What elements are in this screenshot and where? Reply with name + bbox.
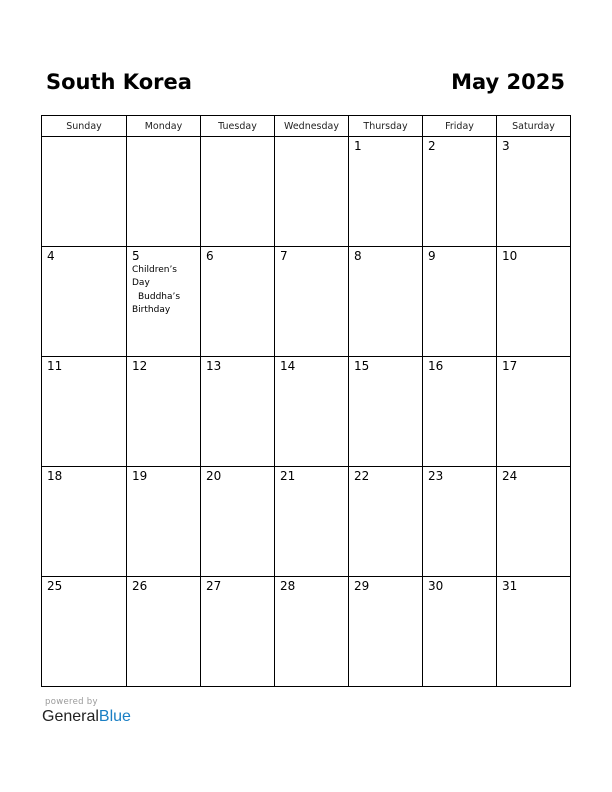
day-cell <box>423 577 497 687</box>
day-number: 6 <box>206 249 214 263</box>
day-cell <box>423 467 497 577</box>
month-year-title: May 2025 <box>451 70 565 94</box>
day-cell <box>349 467 423 577</box>
holiday-buddhas-birthday: Buddha’s Birthday <box>132 292 181 315</box>
day-number <box>275 137 348 140</box>
day-cell <box>42 577 127 687</box>
day-cell <box>497 247 571 357</box>
week-row <box>42 467 571 577</box>
day-number: 20 <box>206 469 222 483</box>
week-row <box>42 357 571 467</box>
day-cell <box>497 137 571 247</box>
day-number: 8 <box>354 249 362 263</box>
day-number <box>42 137 126 140</box>
weekday-monday: Monday <box>127 116 201 137</box>
generalblue-logo[interactable] <box>42 708 131 726</box>
day-number: 17 <box>502 359 518 373</box>
day-number: 22 <box>354 469 370 483</box>
day-cell <box>497 467 571 577</box>
day-cell <box>275 577 349 687</box>
day-cell <box>423 357 497 467</box>
weekday-friday: Friday <box>423 116 497 137</box>
day-cell <box>42 357 127 467</box>
day-number: 28 <box>280 579 296 593</box>
day-cell <box>201 357 275 467</box>
weekday-sunday: Sunday <box>42 116 127 137</box>
brand-name-general: General <box>42 708 99 725</box>
day-cell <box>349 357 423 467</box>
day-cell <box>423 137 497 247</box>
day-cell <box>201 137 275 247</box>
weekday-header-row <box>42 116 571 137</box>
day-number: 5 <box>132 249 140 263</box>
day-cell <box>275 357 349 467</box>
day-number: 11 <box>47 359 63 373</box>
week-row <box>42 247 571 357</box>
day-number: 18 <box>47 469 63 483</box>
day-number: 25 <box>47 579 63 593</box>
day-cell <box>127 467 201 577</box>
day-number: 29 <box>354 579 370 593</box>
day-cell <box>127 357 201 467</box>
day-number: 2 <box>428 139 436 153</box>
day-number: 19 <box>132 469 148 483</box>
day-cell <box>127 247 201 357</box>
day-cell <box>42 137 127 247</box>
day-number: 4 <box>47 249 55 263</box>
day-number <box>127 137 200 140</box>
day-cell <box>42 467 127 577</box>
holiday-childrens-day: Children’s Day <box>132 265 177 288</box>
day-number: 13 <box>206 359 222 373</box>
day-cell <box>423 247 497 357</box>
weekday-tuesday: Tuesday <box>201 116 275 137</box>
calendar-grid <box>41 115 571 687</box>
powered-by-label: powered by <box>45 697 98 707</box>
day-number: 14 <box>280 359 296 373</box>
day-cell <box>201 247 275 357</box>
weekday-saturday: Saturday <box>497 116 571 137</box>
day-cell <box>349 577 423 687</box>
day-cell <box>127 137 201 247</box>
day-cell <box>201 577 275 687</box>
day-cell <box>127 577 201 687</box>
week-row <box>42 577 571 687</box>
day-number: 12 <box>132 359 148 373</box>
day-number: 24 <box>502 469 518 483</box>
day-number: 21 <box>280 469 296 483</box>
day-number: 9 <box>428 249 436 263</box>
day-number: 3 <box>502 139 510 153</box>
day-number: 16 <box>428 359 444 373</box>
day-number: 23 <box>428 469 444 483</box>
week-row <box>42 137 571 247</box>
day-number: 1 <box>354 139 362 153</box>
day-number: 15 <box>354 359 370 373</box>
day-cell <box>201 467 275 577</box>
day-cell <box>497 357 571 467</box>
day-number: 27 <box>206 579 222 593</box>
country-title: South Korea <box>46 70 192 94</box>
brand-name-blue: Blue <box>98 708 131 725</box>
day-cell <box>349 247 423 357</box>
day-cell <box>42 247 127 357</box>
day-number: 7 <box>280 249 288 263</box>
day-number: 31 <box>502 579 518 593</box>
day-cell <box>275 137 349 247</box>
day-number <box>201 137 274 140</box>
day-cell <box>497 577 571 687</box>
day-cell <box>349 137 423 247</box>
weekday-wednesday: Wednesday <box>275 116 349 137</box>
weekday-thursday: Thursday <box>349 116 423 137</box>
day-number: 30 <box>428 579 444 593</box>
day-number: 26 <box>132 579 148 593</box>
day-number: 10 <box>502 249 518 263</box>
day-cell <box>275 247 349 357</box>
day-cell <box>275 467 349 577</box>
